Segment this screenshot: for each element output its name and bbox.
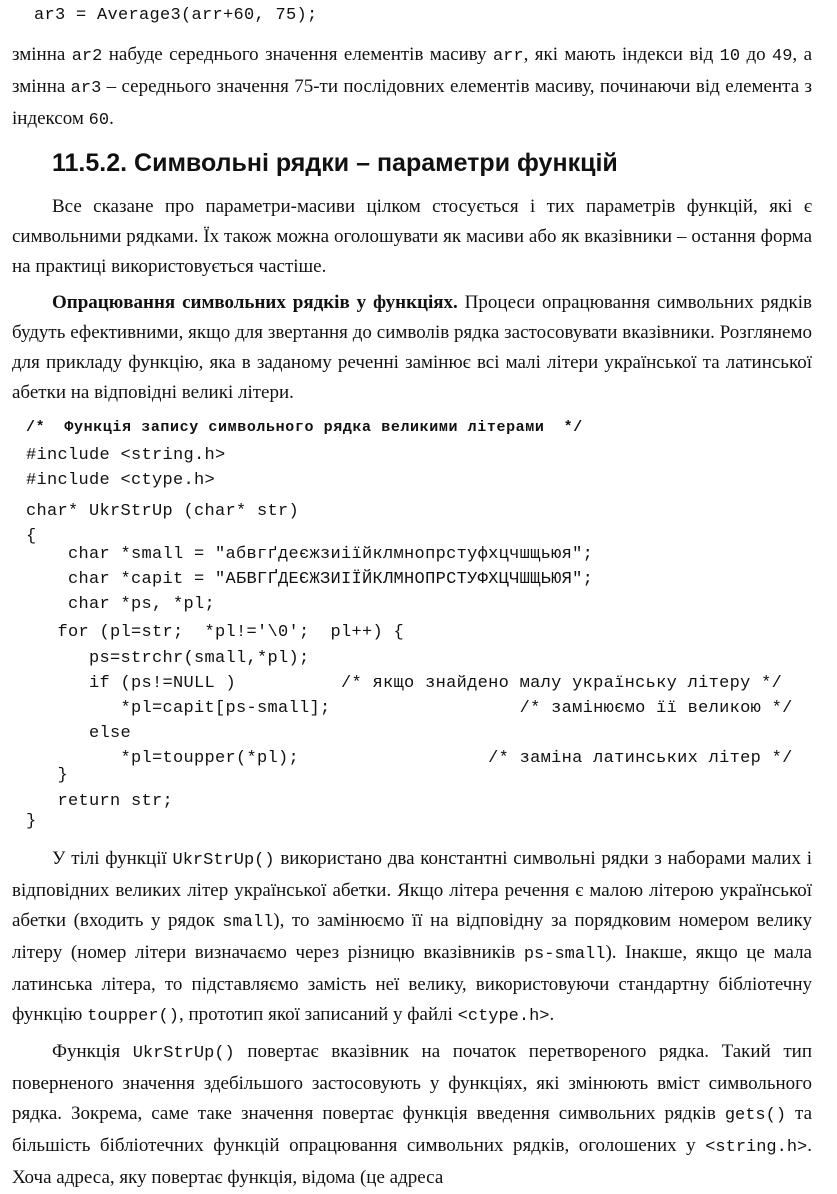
text-run: У тілі функції — [52, 848, 173, 869]
text-run: повертає вказівник на початок перетвореного рядка. Такий тип поверненого значення здебільшого застосовують у функціях, які змінюють вміст символьного рядка. Зокрема, саме таке значення повертає функція введення символьних рядків — [12, 1041, 812, 1124]
text-run: Процеси опрацювання символьних рядків будуть ефективними, якщо для звертання до символів рядка застосовувати вказівники. Розглянемо для прикладу функцію, яка в заданому реченні замінює всі малі літери української та латинської абетки на відповідні великі літери. — [12, 292, 812, 403]
intro-paragraph — [12, 40, 812, 136]
text-run: – середнього значення 75-ти послідовних елементів масиву, починаючи від елемента з індексом — [12, 76, 812, 129]
text-run: . — [549, 1004, 555, 1025]
text-run: набуде середнього значення елементів масиву — [102, 44, 493, 65]
paragraph-processing — [12, 288, 812, 408]
inline-code: small — [222, 913, 274, 932]
text-run: ), то замінюємо її на відповідну за порядковим номером велику літеру (номер літери визначаємо через різницю вказівників — [12, 910, 812, 963]
code-line: *pl=capit[ps-small]; /* замінюємо її великою */ — [26, 699, 793, 718]
code-line: else — [26, 724, 132, 743]
text-run: , прототип якої записаний у файлі — [178, 1004, 458, 1025]
code-line: { — [26, 527, 37, 546]
text-run: змінна — [12, 44, 72, 65]
paragraph-params: Все сказане про параметри-масиви цілком стосується і тих параметрів функцій, які є символьними рядками. Їх також можна оголошувати як масиви або як вказівники – остання форма на практиці використовується частіше. — [12, 196, 812, 277]
code-line: return str; — [26, 792, 174, 811]
inline-code: arr — [492, 47, 524, 66]
code-line: } — [26, 812, 37, 831]
inline-code: 60 — [88, 111, 110, 130]
code-line: char *small = "абвгґдеєжзиіїйклмнопрстуфхцчшщьюя"; — [26, 545, 594, 564]
code-line: } — [26, 766, 69, 785]
inline-code: UkrStrUp() — [132, 1044, 235, 1063]
code-line: if (ps!=NULL ) /* якщо знайдено малу українську літеру */ — [26, 674, 783, 693]
top-code-line: ar3 = Average3(arr+60, 75); — [34, 6, 318, 25]
code-line: char *capit = "АБВГҐДЕЄЖЗИІЇЙКЛМНОПРСТУФХЦЧШЩЬЮЯ"; — [26, 570, 594, 589]
inline-code: ar2 — [71, 47, 103, 66]
text-run: . — [109, 108, 114, 129]
code-line: #include <string.h> — [26, 446, 226, 465]
section-heading: 11.5.2. Символьні рядки – параметри функцій — [52, 149, 618, 177]
text-run: Функція — [52, 1041, 133, 1062]
inline-code: 10 — [719, 47, 741, 66]
inline-code: ar3 — [70, 79, 102, 98]
paragraph-body — [12, 844, 812, 1032]
inline-code: 49 — [772, 47, 793, 66]
inline-code: UkrStrUp() — [172, 851, 275, 870]
paragraph-return — [12, 1037, 812, 1193]
text-run: використано два константні символьні рядки з наборами малих і відповідних великих літер української абетки. Якщо літера речення є малою літерою української абетки (входить у рядок — [12, 848, 812, 931]
text-run: , які мають індекси від — [523, 44, 720, 65]
text-run: ). Інакше, якщо це мала латинська літера, то підставляємо замість неї велику, використовуючи стандартну бібліотечну функцію — [12, 942, 812, 1025]
code-line: for (pl=str; *pl!='\0'; pl++) { — [26, 623, 405, 642]
text-run: . Хоча адреса, яку повертає функція, відома (це адреса — [12, 1135, 812, 1188]
text-run: до — [740, 44, 773, 65]
inline-code: toupper() — [87, 1007, 179, 1026]
code-line-comment: /* Функція запису символьного рядка великими літерами */ — [26, 419, 583, 436]
code-line: #include <ctype.h> — [26, 471, 216, 490]
inline-code: <ctype.h> — [457, 1007, 550, 1026]
inline-code: ps-small — [523, 945, 606, 964]
bold-lead: Опрацювання символьних рядків у функціях. — [52, 292, 458, 313]
code-line: ps=strchr(small,*pl); — [26, 649, 310, 668]
inline-code: gets() — [724, 1106, 787, 1125]
code-line: char *ps, *pl; — [26, 595, 216, 614]
text-run: , а змінна — [12, 44, 813, 97]
text-run: та більшість бібліотечних функцій опрацювання символьних рядків, оголошених у — [12, 1103, 813, 1156]
code-line: char* UkrStrUp (char* str) — [26, 502, 300, 521]
inline-code: <string.h> — [705, 1138, 808, 1157]
code-line: *pl=toupper(*pl); /* заміна латинських літер */ — [26, 749, 793, 768]
